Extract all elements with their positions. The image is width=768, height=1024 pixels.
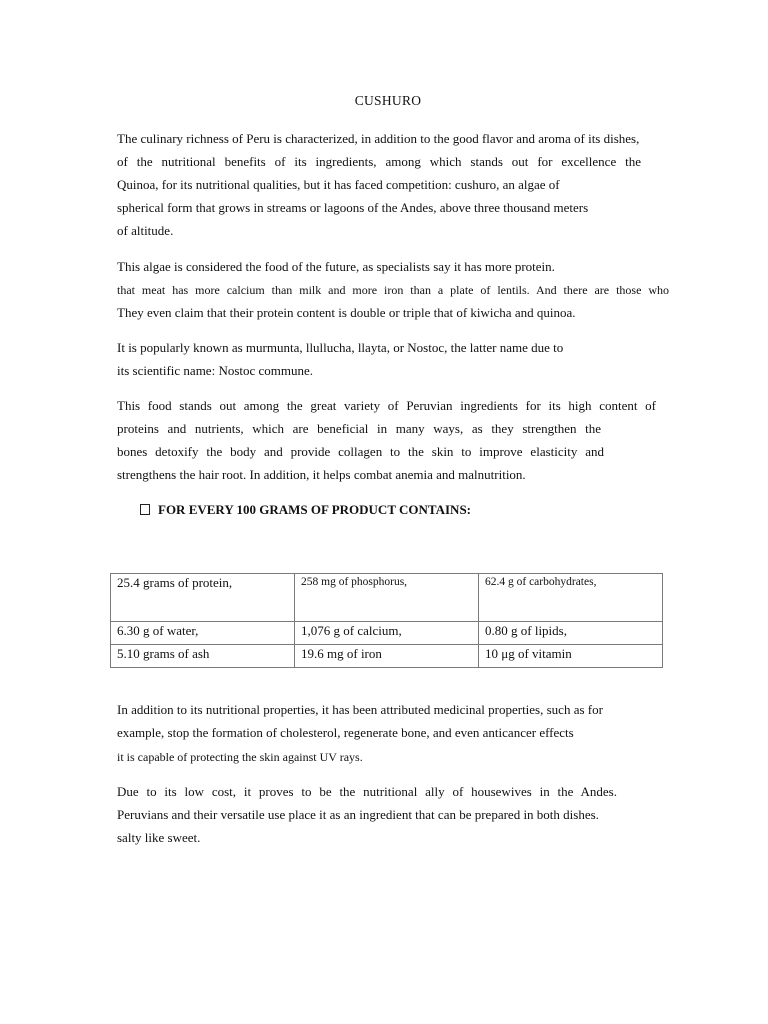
table-row <box>111 622 663 645</box>
document-title: CUSHURO <box>354 93 422 108</box>
paragraph-4-line-2: proteins and nutrients, which are beneficial in many ways, as they strengthen the <box>117 421 601 436</box>
table-cell: 19.6 mg of iron <box>295 645 479 668</box>
paragraph-5-line-1: In addition to its nutritional properties, it has been attributed medicinal properties, such as for <box>117 702 603 717</box>
nutrition-table <box>110 573 663 668</box>
table-cell: 25.4 grams of protein, <box>111 574 295 622</box>
nutrition-heading <box>140 502 471 518</box>
paragraph-6-line-1: Due to its low cost, it proves to be the nutritional ally of housewives in the Andes. <box>117 784 617 799</box>
paragraph-1-line-3: Quinoa, for its nutritional qualities, but it has faced competition: cushuro, an algae of <box>117 177 560 192</box>
checkbox-bullet-icon <box>140 504 150 515</box>
paragraph-5-line-3: it is capable of protecting the skin against UV rays. <box>117 750 363 764</box>
paragraph-2-line-2: that meat has more calcium than milk and more iron than a plate of lentils. And there are those who <box>117 283 669 297</box>
paragraph-3-line-1: It is popularly known as murmunta, llullucha, llayta, or Nostoc, the latter name due to <box>117 340 564 355</box>
paragraph-6-line-3: salty like sweet. <box>117 830 201 845</box>
paragraph-5-line-2: example, stop the formation of cholesterol, regenerate bone, and even anticancer effects <box>117 725 574 740</box>
paragraph-4-line-3: bones detoxify the body and provide collagen to the skin to improve elasticity and <box>117 444 604 459</box>
table-cell: 1,076 g of calcium, <box>295 622 479 645</box>
paragraph-1-line-1: The culinary richness of Peru is characterized, in addition to the good flavor and aroma of its dishes, <box>117 131 640 146</box>
table-cell: 258 mg of phosphorus, <box>295 574 479 622</box>
nutrition-heading-text: FOR EVERY 100 GRAMS OF PRODUCT CONTAINS: <box>158 502 471 517</box>
paragraph-1-line-5: of altitude. <box>117 223 174 238</box>
table-cell: 5.10 grams of ash <box>111 645 295 668</box>
table-row <box>111 574 663 622</box>
paragraph-2-line-3: They even claim that their protein content is double or triple that of kiwicha and quinoa. <box>117 305 576 320</box>
paragraph-1-line-4: spherical form that grows in streams or lagoons of the Andes, above three thousand meters <box>117 200 589 215</box>
paragraph-1-line-2: of the nutritional benefits of its ingredients, among which stands out for excellence the <box>117 154 641 169</box>
paragraph-4-line-4: strengthens the hair root. In addition, it helps combat anemia and malnutrition. <box>117 467 526 482</box>
paragraph-3-line-2: its scientific name: Nostoc commune. <box>117 363 314 378</box>
table-cell: 10 μg of vitamin <box>479 645 663 668</box>
table-cell: 62.4 g of carbohydrates, <box>479 574 663 622</box>
paragraph-6-line-2: Peruvians and their versatile use place it as an ingredient that can be prepared in both dishes. <box>117 807 599 822</box>
table-cell: 6.30 g of water, <box>111 622 295 645</box>
paragraph-2-line-1: This algae is considered the food of the future, as specialists say it has more protein. <box>117 259 555 274</box>
table-row <box>111 645 663 668</box>
table-cell: 0.80 g of lipids, <box>479 622 663 645</box>
paragraph-4-line-1: This food stands out among the great variety of Peruvian ingredients for its high content of <box>117 398 656 413</box>
